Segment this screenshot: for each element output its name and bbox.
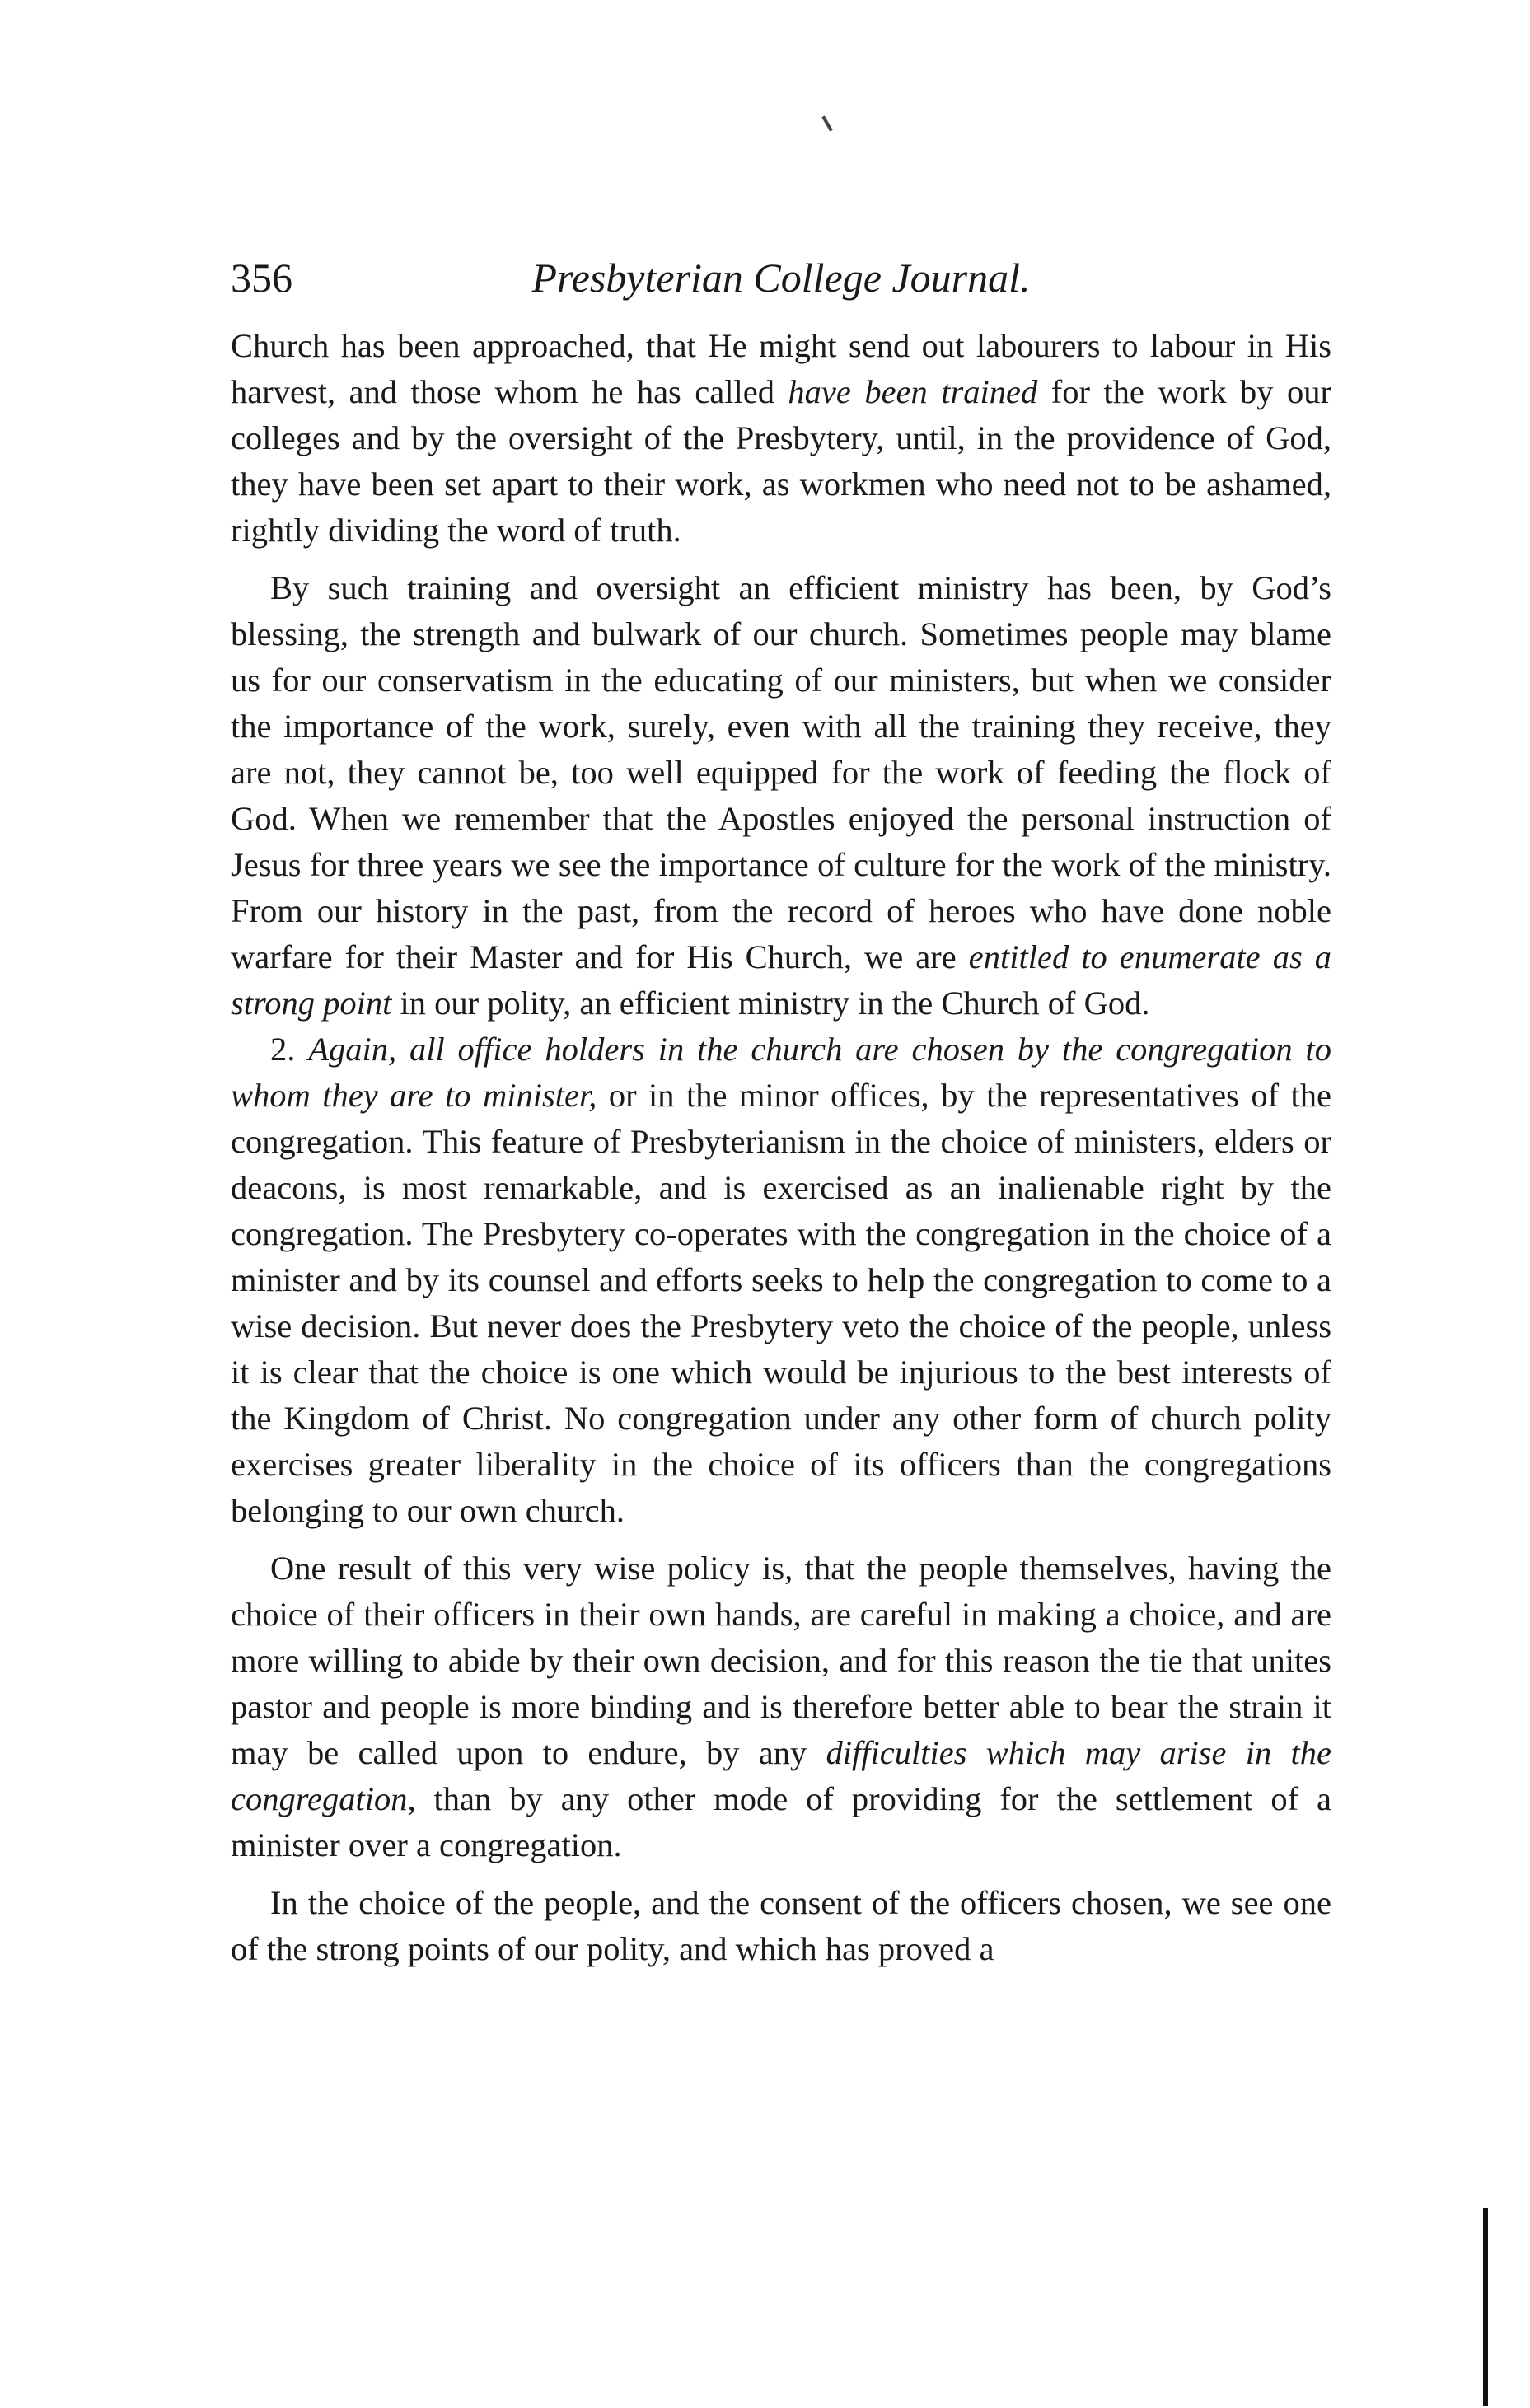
paragraph-3-segment-2: Again, all office holders in the church are chosen by the congregation to whom they are to minister, [231,1031,1332,1114]
paragraph-2 [231,565,1331,1026]
paragraph-1-segment-1: Church has been approached, that He might send out labourers to labour in His harvest, and those whom he has called [231,327,1331,410]
paragraph-3-segment-3: or in the minor offices, by the representatives of the congregation. This feature of Presbyterianism in the choice of ministers, elders or deacons, is most remarkable, and is exercised as an inalienable right by the congregation. The Presbytery co-operates with the congregation in the choice of a minister and by its counsel and efforts seeks to help the congregation to come to a wise decision. But never does the Presbytery veto the choice of the people, unless it is clear that the choice is one which would be injurious to the best interests of the Kingdom of Christ. No congregation under any other form of church polity exercises greater liberality in the choice of its officers than the congregations belonging to our own church. [231,1077,1331,1529]
paragraph-2-segment-2: entitled to enumerate as a strong point [231,938,1332,1022]
running-title: Presbyterian College Journal. [531,255,1031,301]
page-edge-bar [1483,2208,1488,2406]
paragraph-5 [231,1880,1331,1972]
page [231,247,1331,1972]
paragraph-4-segment-2: difficulties which may arise in the congregation, [231,1734,1331,1817]
stray-mark [821,115,832,131]
paragraph-4 [231,1545,1331,1868]
paragraph-2-segment-3: in our polity, an efficient ministry in the Church of God. [391,984,1150,1022]
paragraph-1-segment-2: have been trained [788,373,1038,410]
paragraph-4-segment-3: than by any other mode of providing for the settlement of a minister over a congregation. [231,1780,1331,1863]
paragraph-5-segment-1: In the choice of the people, and the consent of the officers chosen, we see one of the strong points of our polity, and which has proved a [231,1884,1331,1967]
page-header [231,247,1331,308]
paragraph-3 [231,1026,1331,1534]
paragraph-2-segment-1: By such training and oversight an efficient ministry has been, by God’s blessing, the strength and bulwark of our church. Sometimes people may blame us for our conservatism in the educating of our ministers, but when we consider the importance of the work, surely, even with all the training they receive, they are not, they cannot be, too well equipped for the work of feeding the flock of God. When we remember that the Apostles enjoyed the personal instruction of Jesus for three years we see the importance of culture for the work of the ministry. From our history in the past, from the record of heroes who have done noble warfare for their Master and for His Church, we are [231,569,1331,975]
paragraph-1 [231,323,1331,554]
body-text [231,323,1331,1972]
paragraph-1-segment-3: for the work by our colleges and by the oversight of the Presbytery, until, in the providence of God, they have been set apart to their work, as workmen who need not to be ashamed, rightly dividing the word of truth. [231,373,1331,549]
paragraph-4-segment-1: One result of this very wise policy is, that the people themselves, having the choice of their officers in their own hands, are careful in making a choice, and are more willing to abide by their own decision, and for this reason the tie that unites pastor and people is more binding and is therefore better able to bear the strain it may be called upon to endure, by any [231,1550,1331,1771]
paragraph-3-segment-1: 2. [270,1031,309,1068]
page-number: 356 [231,255,292,301]
